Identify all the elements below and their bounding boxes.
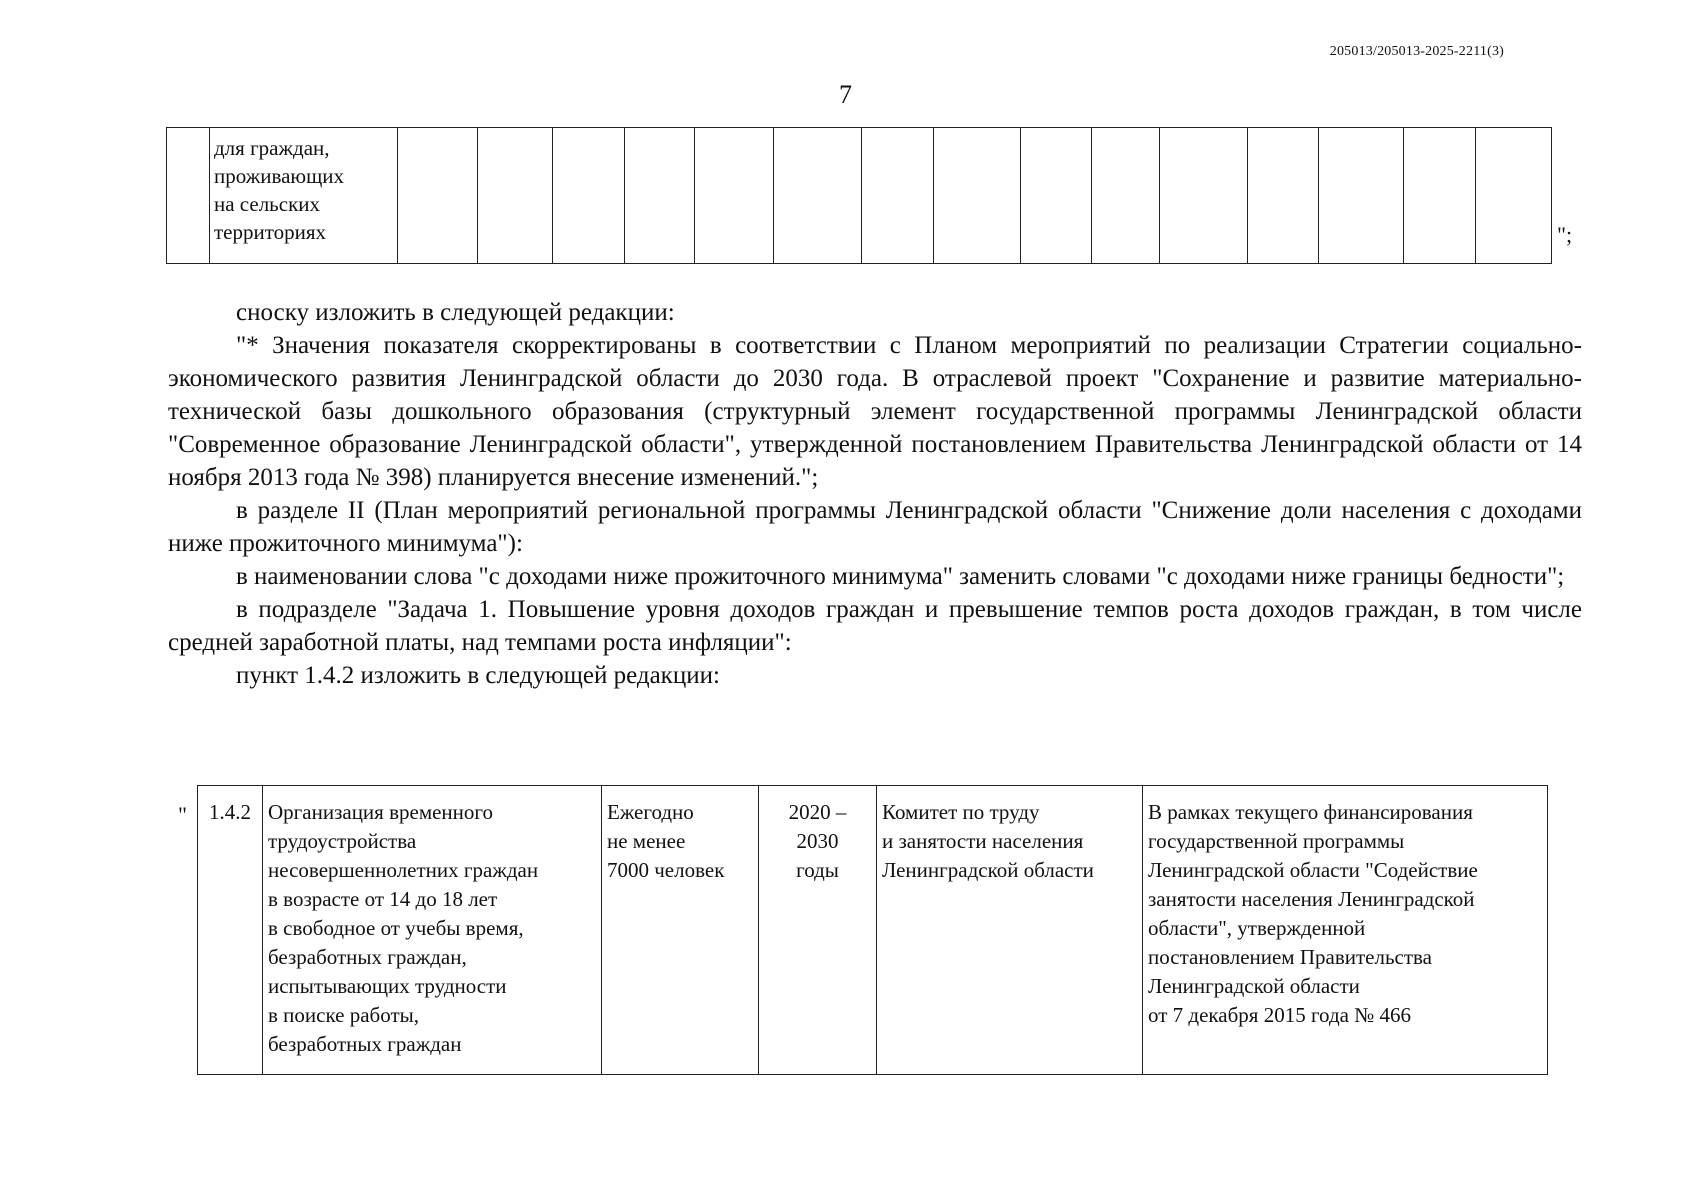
cell-line: Комитет по труду xyxy=(882,800,1040,824)
cell-line: Ленинградской области xyxy=(1148,974,1360,998)
table-cell xyxy=(167,128,210,264)
cell-activity xyxy=(263,786,602,1075)
table-cell xyxy=(398,128,478,264)
cell-line: 7000 человек xyxy=(607,858,725,882)
cell-line: годы xyxy=(796,858,839,882)
table-row xyxy=(198,786,1548,1075)
cell-line: в поиске работы, xyxy=(268,1003,419,1027)
table-cell xyxy=(1319,128,1404,264)
paragraph-item-edit: пункт 1.4.2 изложить в следующей редакции: xyxy=(236,662,720,689)
paragraph-section-ii: в разделе II (План мероприятий региональной программы Ленинградской области "Снижение доли населения с доходами ниже прожиточного минимума"): xyxy=(168,497,1582,557)
paragraph-footnote-text: "* Значения показателя скорректированы в соответствии с Планом мероприятий по реализации Стратегии социально-экономического развития Ленинградской области до 2030 года. В отраслевой проект "Сохранение и развитие материально-технической базы дошкольного образования (структурный элемент государственной программы Ленинградской области "Современное образование Ленинградской области", утвержденной постановлением Правительства Ленинградской области от 14 ноября 2013 года № 398) планируется внесение изменений."; xyxy=(168,332,1582,491)
table-cell xyxy=(478,128,553,264)
table-row xyxy=(167,128,1552,264)
cell-indicator xyxy=(602,786,759,1075)
cell-executor xyxy=(877,786,1143,1075)
table-cell xyxy=(774,128,862,264)
cell-line: 2030 xyxy=(796,829,839,853)
cell-line: безработных граждан xyxy=(268,1032,462,1056)
table-closing-quote: "; xyxy=(1557,222,1573,247)
cell-line: испытывающих трудности xyxy=(268,974,507,998)
table-cell xyxy=(862,128,934,264)
cell-line: на сельских xyxy=(214,192,321,216)
table-item-1-4-2 xyxy=(197,785,1548,1075)
table-cell xyxy=(1021,128,1092,264)
cell-line: государственной программы xyxy=(1148,829,1405,853)
table-fragment-top xyxy=(166,127,1552,264)
cell-line: проживающих xyxy=(214,164,345,188)
document-id: 205013/205013-2025-2211(3) xyxy=(1329,44,1504,59)
cell-line: в возрасте от 14 до 18 лет xyxy=(268,887,498,911)
page-number: 7 xyxy=(839,80,852,109)
paragraph-title-replace: в наименовании слова "с доходами ниже прожиточного минимума" заменить словами "с доходами ниже границы бедности"; xyxy=(236,563,1565,590)
cell-line: Ежегодно xyxy=(607,800,694,824)
cell-line: территориях xyxy=(214,220,327,244)
cell-line: несовершеннолетних граждан xyxy=(268,858,539,882)
cell-line: от 7 декабря 2015 года № 466 xyxy=(1148,1003,1411,1027)
document-body xyxy=(168,296,1582,692)
cell-line: для граждан, xyxy=(214,136,330,160)
table-cell xyxy=(1160,128,1248,264)
cell-line: не менее xyxy=(607,829,686,853)
cell-period xyxy=(759,786,877,1075)
paragraph-footnote-intro: сноску изложить в следующей редакции: xyxy=(236,299,675,326)
table-cell xyxy=(934,128,1021,264)
table-cell xyxy=(1404,128,1476,264)
paragraph-subsection-task: в подразделе "Задача 1. Повышение уровня доходов граждан и превышение темпов роста доходов граждан, в том числе средней заработной платы, над темпами роста инфляции": xyxy=(168,596,1582,656)
table-cell xyxy=(695,128,774,264)
table-cell xyxy=(1092,128,1160,264)
table-opening-quote: " xyxy=(178,802,187,827)
cell-line: Ленинградской области "Содействие xyxy=(1148,858,1478,882)
cell-line: постановлением Правительства xyxy=(1148,945,1433,969)
cell-line: 2020 – xyxy=(788,800,847,824)
cell-line: Ленинградской области xyxy=(882,858,1094,882)
cell-line: трудоустройства xyxy=(268,829,417,853)
cell-line: в свободное от учебы время, xyxy=(268,916,524,940)
cell-line: и занятости населения xyxy=(882,829,1084,853)
cell-line: 1.4.2 xyxy=(209,800,251,824)
cell-line: занятости населения Ленинградской xyxy=(1148,887,1475,911)
table-cell xyxy=(1248,128,1319,264)
cell-item-number xyxy=(198,786,263,1075)
cell-line: области", утвержденной xyxy=(1148,916,1366,940)
cell-funding xyxy=(1143,786,1548,1075)
table-cell xyxy=(1476,128,1552,264)
table-cell xyxy=(625,128,695,264)
table-cell-description xyxy=(210,128,398,264)
table-cell xyxy=(553,128,625,264)
cell-line: Организация временного xyxy=(268,800,493,824)
cell-line: В рамках текущего финансирования xyxy=(1148,800,1473,824)
cell-line: безработных граждан, xyxy=(268,945,467,969)
